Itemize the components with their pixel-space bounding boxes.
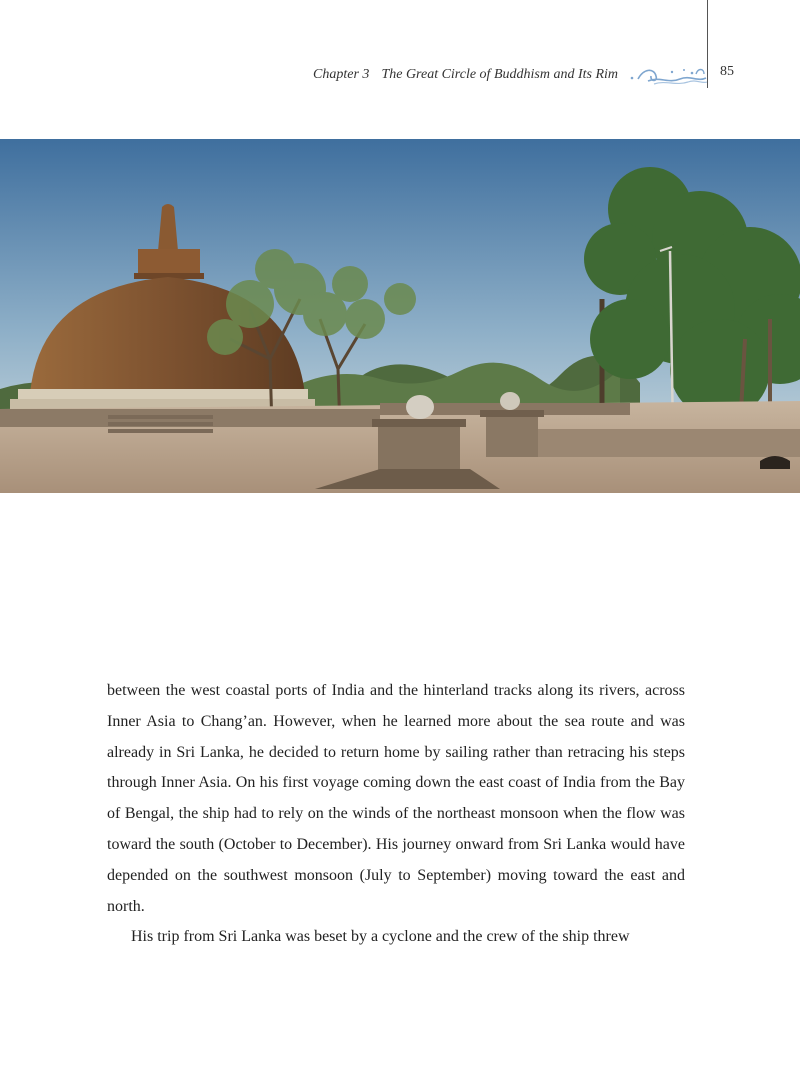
body-paragraph: His trip from Sri Lanka was beset by a cyclone and the crew of the ship threw: [131, 928, 630, 946]
chapter-title: The Great Circle of Buddhism and Its Rim: [381, 67, 618, 82]
running-header: [313, 64, 708, 86]
chapter-label: Chapter 3: [313, 67, 370, 82]
header-rule: [707, 0, 708, 88]
stupa-photograph: [0, 139, 800, 493]
body-text: [107, 676, 685, 953]
wave-ornament-icon: [628, 64, 708, 86]
page-number: 85: [720, 64, 734, 79]
body-paragraph: between the west coastal ports of India and the hinterland tracks along its rivers, across Inner Asia to Chang’an. However, when he learned more about the sea route and was already in Sri Lanka, he decided to return home by sailing rather than retracing his steps through Inner Asia. On his first voyage coming down the east coast of India from the Bay of Bengal, the ship had to rely on the winds of the northeast monsoon when the flow was toward the south (October to December). His journey onward from Sri Lanka would have depended on the southwest monsoon (July to September) moving toward the east and north.: [107, 682, 685, 915]
